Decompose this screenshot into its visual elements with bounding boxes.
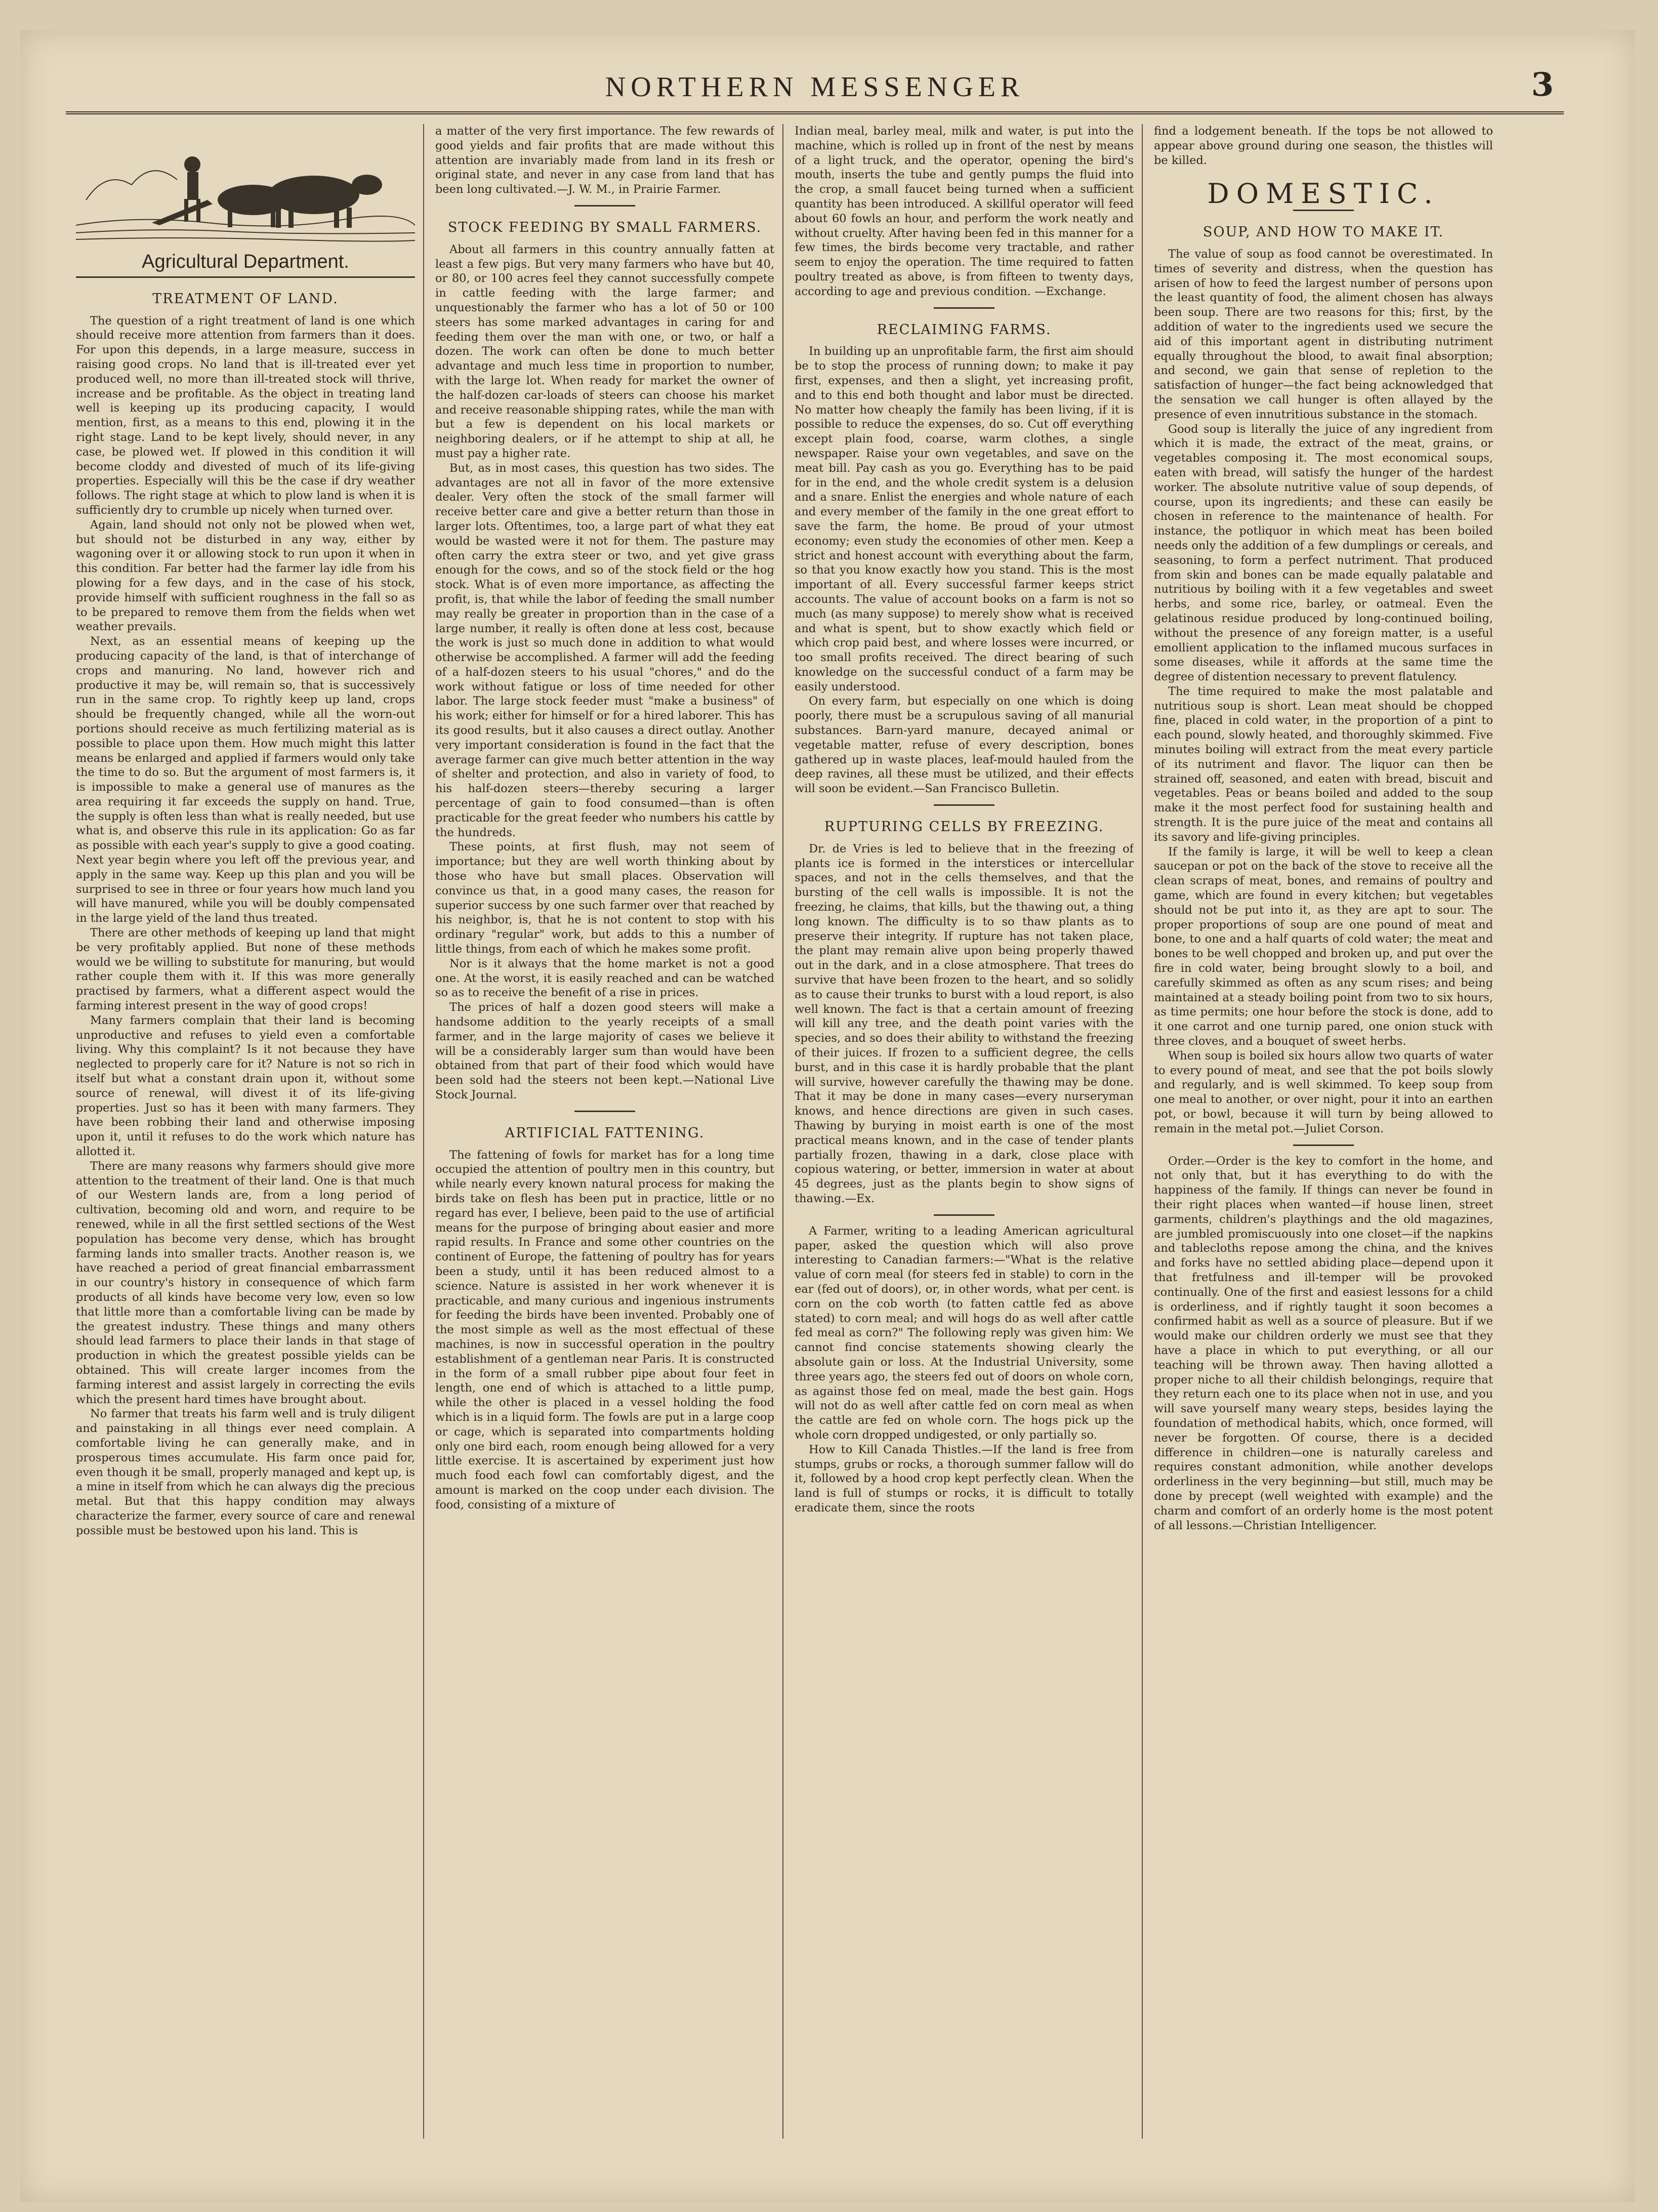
article-paragraph: The prices of half a dozen good steers will make a handsome addition to the yearly receipts of a small farmer, and in the large majority of cases we believe it will be a considerably larger sum than would have been obtained from that part of their food which would have been sold had the steers not been kept.—National Live Stock Journal. xyxy=(435,1001,774,1101)
column-1 xyxy=(76,124,415,2139)
article-paragraph: Indian meal, barley meal, milk and water, is put into the machine, which is rolled up in front of the nest by means of a light truck, and the operator, opening the bird's mouth, inserts the tube and gently pumps the fluid into the crop, a small faucet being turned when a sufficient quantity has been introduced. A skillful operator will feed about 60 fowls an hour, and perform the work neatly and without cruelty. After having been fed in this manner for a few times, the birds become very tractable, and rather seem to enjoy the operation. The time required to fatten poultry treated as above, is from fifteen to twenty days, according to age and previous condition. —Exchange. xyxy=(795,125,1134,298)
article-paragraph: Nor is it always that the home market is not a good one. At the worst, it is easily reached and can be watched so as to receive the benefit of a rise in prices. xyxy=(435,957,774,1000)
divider xyxy=(934,1214,994,1216)
article-paragraph: There are many reasons why farmers should give more attention to the treatment of their land. One is that much of our Western lands are, from a long period of cultivation, becoming old and worn, and require to be renewed, while in all the first settled sections of the West population has become very dense, which has brought farming lands into smaller tracts. Another reason is, we have reached a period of great financial embarrassment in our country's history in consequence of which farm products of all kinds have become very low, even so low that little more than a comfortable living can be made by the greatest industry. These things and many others should lead farmers to place their lands in that stage of production in which the greatest possible yields can be obtained. This will create larger incomes from the farming interest and assist largely in correcting the evils which the present hard times have brought about. xyxy=(76,1159,415,1406)
article-paragraph: Again, land should not only not be plowed when wet, but should not be disturbed in any way, either by wagoning over it or allowing stock to run upon it when in this condition. Far better had the farmer lay idle from his plowing for a few days, and in the case of his stock, provide himself with sufficient roughness in the fall so as to be prepared to remove them from the fields when wet weather prevails. xyxy=(76,518,415,634)
article-paragraph: find a lodgement beneath. If the tops be not allowed to appear above ground during one season, the thistles will be killed. xyxy=(1154,125,1493,167)
article-paragraph: The question of a right treatment of land is one which should receive more attention from farmers than it does. For upon this depends, in a large measure, success in raising good crops. No land that is ill-treated ever yet produced well, no more than ill-treated stock will thrive, increase and be profitable. As the object in treating land well is keeping up its producing capacity, I would mention, first, as a means to this end, plowing it in the right stage. Land to be kept lively, should never, in any case, be plowed wet. If plowed in this condition it will become cloddy and divested of much of its life-giving properties. Especially will this be the case if dry weather follows. The right stage at which to plow land is when it is sufficiently dry to crumble up nicely when turned over. xyxy=(76,314,415,517)
divider xyxy=(1293,1144,1354,1146)
article-paragraph: How to Kill Canada Thistles.—If the land is free from stumps, grubs or rocks, a thorough summer fallow will do it, followed by a hood crop kept perfectly clean. When the land is full of stumps or rocks, it is difficult to totally eradicate them, since the roots xyxy=(795,1443,1134,1514)
article-heading-artificial-fattening: ARTIFICIAL FATTENING. xyxy=(505,1125,705,1141)
plowing-engraving-icon xyxy=(76,124,415,245)
article-paragraph: Dr. de Vries is led to believe that in the freezing of plants ice is formed in the interstices or intercellular spaces, and not in the cells themselves, and that the bursting of the cell walls is impossible. It is not the freezing, he claims, that kills, but the thawing out, a thing long known. The difficulty is to so thaw plants as to preserve their integrity. If rupture has not taken place, the plant may remain alive upon being properly thawed out in the dark, and in a close atmosphere. That trees do survive that have been frozen to the heart, and so solidly as to cause their trunks to burst with a loud report, is also well known. The fact is that a certain amount of freezing will kill any tree, and the death point varies with the species, and so does their ability to withstand the freezing of their juices. If frozen to a sufficient degree, the cells burst, and in this case it is hardly probable that the plant will survive, however carefully the thawing may be done. That it may be done in many cases—every nurseryman knows, and hence directions are given in such cases. Thawing by burying in moist earth is one of the most practical means known, and in the case of tender plants partially frozen, thawing in a dark, close place with copious watering, or better, immersion in water at about 45 degrees, just as the plants begin to show signs of thawing.—Ex. xyxy=(795,842,1134,1205)
department-heading: Agricultural Department. xyxy=(76,255,415,278)
article-paragraph: About all farmers in this country annually fatten at least a few pigs. But very many farmers who have but 40, or 80, or 100 acres feel they cannot successfully compete in cattle feeding with the large farmer; and unquestionably the farmer who has a lot of 50 or 100 steers has some marked advantages in caring for and feeding them over the man with one, or two, or half a dozen. The work can often be done to much better advantage and much less time in proportion to number, with the large lot. When ready for market the owner of the half-dozen car-loads of steers can choose his market and receive reasonable shipping rates, while the man with but a few is dependent on his local markets or neighboring dealers, or if he attempt to ship at all, he must pay a higher rate. xyxy=(435,242,774,460)
article-paragraph: Many farmers complain that their land is becoming unproductive and refuses to yield even a comfortable living. Why this complaint? Is it not because they have neglected to properly care for it? Nature is not so rich in itself but what a constant drain upon it, without some source of renewal, will divest it of its life-giving properties. Just so has it been with many farmers. They have been robbing their land and otherwise imposing upon it, until it refuses to do the work which nature has allotted it. xyxy=(76,1013,415,1159)
article-paragraph: Good soup is literally the juice of any ingredient from which it is made, the extract of the meat, grains, or vegetables composing it. The most economical soups, eaten with bread, will satisfy the hunger of the hardest worker. The absolute nutritive value of soup depends, of course, upon its ingredients; and these can easily be chosen in reference to the maintenance of health. For instance, the potliquor in which meat has been boiled needs only the addition of a few dumplings or cereals, and seasoning, to form a perfect nutriment. That produced from skin and bones can be made equally palatable and nutritious by boiling with it a few vegetables and sweet herbs, and some rice, barley, or oatmeal. Even the gelatinous residue produced by long-continued boiling, without the presence of any foreign matter, is a useful emollient application to the inflamed mucous surfaces in some diseases, while it affords at the same time the degree of distention necessary to prevent flatulency. xyxy=(1154,422,1493,684)
article-paragraph: But, as in most cases, this question has two sides. The advantages are not all in favor of the more extensive dealer. Very often the stock of the small farmer will receive better care and give a better return than those in larger lots. Oftentimes, too, a large part of what they eat would be wasted were it not for them. The pasture may often carry the extra steer or two, and yet give grass enough for the cows, and so of the stock field or the hog stock. What is of even more importance, as affecting the profit, is, that while the labor of feeding the small number may really be greater in proportion than in the case of a large number, it really is often done at less cost, because the work is just so much done in addition to what would otherwise be accomplished. A farmer will add the feeding of a half-dozen steers to his usual "chores," and do the work without fatigue or loss of time needed for other labor. The large stock feeder must "make a business" of his work; either for himself or for a hired laborer. This has its good results, but it also causes a direct outlay. Another very important consideration is found in the fact that the average farmer can give much better attention in the way of shelter and protection, and also in variety of food, to his half-dozen steers—thereby securing a larger percentage of gain to food consumed—than is often practicable for the great feeder who numbers his cattle by the hundreds. xyxy=(435,461,774,839)
divider xyxy=(934,307,994,309)
page-number: 3 xyxy=(1531,66,1554,104)
article-heading-stock-feeding: STOCK FEEDING BY SMALL FARMERS. xyxy=(447,219,762,235)
page-title: NORTHERN MESSENGER xyxy=(605,71,1025,103)
article-paragraph: Next, as an essential means of keeping up the producing capacity of the land, is that of interchange of crops and manuring. No land, however rich and productive it may be, will remain so, that is successively run in the same crop. To rightly keep up land, crops should be frequently changed, while all the worn-out portions should receive as much fertilizing material as is possible to place upon them. How much might this latter means be enlarged and applied if farmers would only take the time to do so. But the argument of most farmers is, it is impossible to make a general use of manures as the area requiring it far exceeds the supply on hand. True, the supply is often less than what is really needed, but use what is, and observe this rule in its application: Go as far as possible with each year's supply to give a good coating. Next year begin where you left off the previous year, and apply in the same way. Keep up this plan and you will be surprised to see in three or four years how much land you will have manured, while you will be doubly compensated in the large yield of the land thus treated. xyxy=(76,635,415,925)
column-divider xyxy=(782,124,783,2139)
column-4 xyxy=(1154,124,1493,2139)
article-heading-soup: SOUP, AND HOW TO MAKE IT. xyxy=(1203,224,1444,240)
article-paragraph: a matter of the very first importance. The few rewards of good yields and fair profits that are made without this attention are invariably made from land in its fresh or original state, and never in any case from land that has been long cultivated.—J. W. M., in Prairie Farmer. xyxy=(435,125,774,196)
article-paragraph: These points, at first flush, may not seem of importance; but they are well worth thinking about by those who have but small places. Observation will convince us that, in a good many cases, the reason for superior success by one such farmer over that reached by his neighbor, is, that he is not content to stop with his ordinary "regular" work, but adds to this a number of little things, from each of which he makes some profit. xyxy=(435,840,774,956)
divider xyxy=(574,1111,635,1112)
article-paragraph: On every farm, but especially on one which is doing poorly, there must be a scrupulous saving of all manurial substances. Barn-yard manure, decayed animal or vegetable matter, refuse of every description, bones gathered up in waste places, leaf-mould hauled from the deep ravines, all these must be utilized, and their effects will soon be evident.—San Francisco Bulletin. xyxy=(795,694,1134,796)
column-2 xyxy=(435,124,774,2139)
article-paragraph: If the family is large, it will be well to keep a clean saucepan or pot on the back of the stove to receive all the clean scraps of meat, bones, and remains of poultry and game, which are found in every kitchen; but vegetables should not be put into it, as they are apt to sour. The proper proportions of soup are one pound of meat and bone, to one and a half quarts of cold water; the meat and bones to be well chopped and broken up, and put over the fire in cold water, being brought slowly to a boil, and carefully skimmed as often as any scum rises; and being maintained at a steady boiling point from two to six hours, as time permits; one hour before the stock is done, add to it one carrot and one turnip pared, one onion stuck with three cloves, and a bouquet of sweet herbs. xyxy=(1154,845,1493,1048)
article-heading-reclaiming-farms: RECLAIMING FARMS. xyxy=(877,321,1052,338)
masthead xyxy=(66,66,1564,114)
column-divider xyxy=(423,124,424,2139)
article-paragraph: When soup is boiled six hours allow two quarts of water to every pound of meat, and see that the pot boils slowly and regularly, and is well skimmed. To keep soup from one meal to another, or over night, pour it into an earthen pot, or bowl, because it will turn by being allowed to remain in the metal pot.—Juliet Corson. xyxy=(1154,1049,1493,1135)
article-paragraph: The fattening of fowls for market has for a long time occupied the attention of poultry men in this country, but while nearly every known natural process for making the birds take on flesh has been put in practice, little or no regard has ever, I believe, been paid to the use of artificial means for the purpose of bringing about easier and more rapid results. In France and some other countries on the continent of Europe, the fattening of poultry has for years been a study, until it has been reduced almost to a science. Nature is assisted in her work whenever it is practicable, and many curious and ingenious instruments for feeding the birds have been invented. Probably one of the most simple as well as the most effectual of these machines, is now in successful operation in the poultry establishment of a gentleman near Paris. It is constructed in the form of a small rubber pipe about four feet in length, one end of which is attached to a little pump, while the other is placed in a vessel holding the food which is in a liquid form. The fowls are put in a large coop or cage, which is separated into compartments holding only one bird each, room enough being allowed for a very little exercise. It is ascertained by experiment just how much food each fowl can comfortably digest, and the amount is marked on the coop under each division. The food, consisting of a mixture of xyxy=(435,1148,774,1511)
article-paragraph: The time required to make the most palatable and nutritious soup is short. Lean meat should be chopped fine, placed in cold water, in the proportion of a pint to each pound, slowly heated, and thoroughly skimmed. Five minutes boiling will extract from the meat every particle of its nutriment and flavor. The liquor can then be strained off, seasoned, and eaten with bread, biscuit and vegetables. Peas or beans boiled and added to the soup make it the most perfect food for sustaining health and strength. It is the pure juice of the meat and contains all its savory and life-giving principles. xyxy=(1154,684,1493,844)
divider xyxy=(934,804,994,806)
article-heading-rupturing-cells: RUPTURING CELLS BY FREEZING. xyxy=(824,819,1104,835)
article-paragraph: A Farmer, writing to a leading American agricultural paper, asked the question which will also prove interesting to Canadian farmers:—"What is the relative value of corn meal (for steers fed in stable) to corn in the ear (fed out of doors), or, in other words, what per cent. is corn on the cob worth (to fatten cattle fed as above stated) to corn meal; and will hogs do as well after cattle fed meal as corn?" The following reply was given him: We cannot find concise statements showing clearly the absolute gain or loss. At the Industrial University, some three years ago, the steers fed out of doors on whole corn, as against those fed on meal, made the best gain. Hogs will not do as well after cattle fed on corn meal as when the cattle are fed on whole corn. The hogs pick up the whole corn dropped undigested, or only partially so. xyxy=(795,1224,1134,1442)
article-paragraph: The value of soup as food cannot be overestimated. In times of severity and distress, when the question has arisen of how to feed the largest number of persons upon the least quantity of food, the aliment chosen has always been soup. There are two reasons for this; first, by the addition of water to the ingredients used we secure the aid of this important agent in distributing nutriment equally throughout the blood, to await final absorption; and second, we gain that sense of repletion to the satisfaction of hunger—the fact being acknowledged that the sensation we call hunger is often allayed by the presence of even innutritious substance in the stomach. xyxy=(1154,247,1493,421)
divider xyxy=(574,205,635,207)
article-paragraph: No farmer that treats his farm well and is truly diligent and painstaking in all things ever need complain. A comfortable living he can generally make, and in prosperous times accumulate. His farm once paid for, even though it be small, properly managed and kept up, is a mine in itself from which he can always dig the precious metal. But that this happy condition may always characterize the farmer, every source of care and renewal possible must be bestowed upon his land. This is xyxy=(76,1407,415,1537)
divider xyxy=(1293,210,1354,211)
article-heading-treatment-of-land: TREATMENT OF LAND. xyxy=(152,291,339,307)
column-divider xyxy=(1142,124,1143,2139)
article-paragraph: There are other methods of keeping up land that might be very profitably applied. But none of these methods would we be willing to substitute for manuring, but would rather couple them with it. If this was more generally practised by farmers, what a different aspect would the farming interest present in the way of good crops! xyxy=(76,926,415,1013)
article-paragraph: Order.—Order is the key to comfort in the home, and not only that, but it has everything to do with the happiness of the family. If things can never be found in their right places when wanted—if house linen, street garments, children's playthings and the old magazines, are jumbled promiscuously into one closet—if the napkins and tablecloths repose among the china, and the knives and forks have no settled abiding place—depend upon it that fretfulness and ill-temper will be provoked continually. One of the first and easiest lessons for a child is orderliness, and if rightly taught it soon becomes a confirmed habit as well as a source of pleasure. But if we would make our children orderly we must see that they have a place in which to put everything, or all our teaching will be thrown away. Then having allotted a proper niche to all their childish belongings, require that they return each one to its place when not in use, and you will save yourself many weary steps, besides laying the foundation of methodical habits, which, once formed, will never be forgotten. Of course, there is a decided difference in children—one is naturally careless and requires constant admonition, while another develops orderliness in the very beginning—but still, much may be done by precept (well weighted with example) and the charm and comfort of an orderly home is the most potent of all lessons.—Christian Intelligencer. xyxy=(1154,1154,1493,1532)
column-3 xyxy=(795,124,1134,2139)
article-paragraph: In building up an unprofitable farm, the first aim should be to stop the process of running down; to make it pay first, expenses, and then a slight, yet increasing profit, and to this end both thought and labor must be directed. No matter how cheaply the family has been living, if it is possible to reduce the expenses, do so. Cut off everything except plain food, coarse, warm clothes, a single newspaper. Raise your own vegetables, and save on the meat bill. Pay cash as you go. Everything has to be paid for in the end, and the whole credit system is a delusion and a snare. Enlist the energies and whole nature of each and every member of the family in the one great effort to save the farm, the home. Be proud of your utmost economy; even study the economies of other men. Keep a strict and honest account with everything about the farm, so that you know exactly how you stand. This is the most important of all. Every successful farmer keeps strict accounts. The value of account books on a farm is not so much (as many suppose) to merely show what is received and what is spent, but to show exactly which field or which crop paid best, and where losses were incurred, or too small profits received. The direct bearing of such knowledge on the successful conduct of a farm may be easily understood. xyxy=(795,345,1134,693)
section-heading-domestic: DOMESTIC. xyxy=(1207,178,1440,210)
